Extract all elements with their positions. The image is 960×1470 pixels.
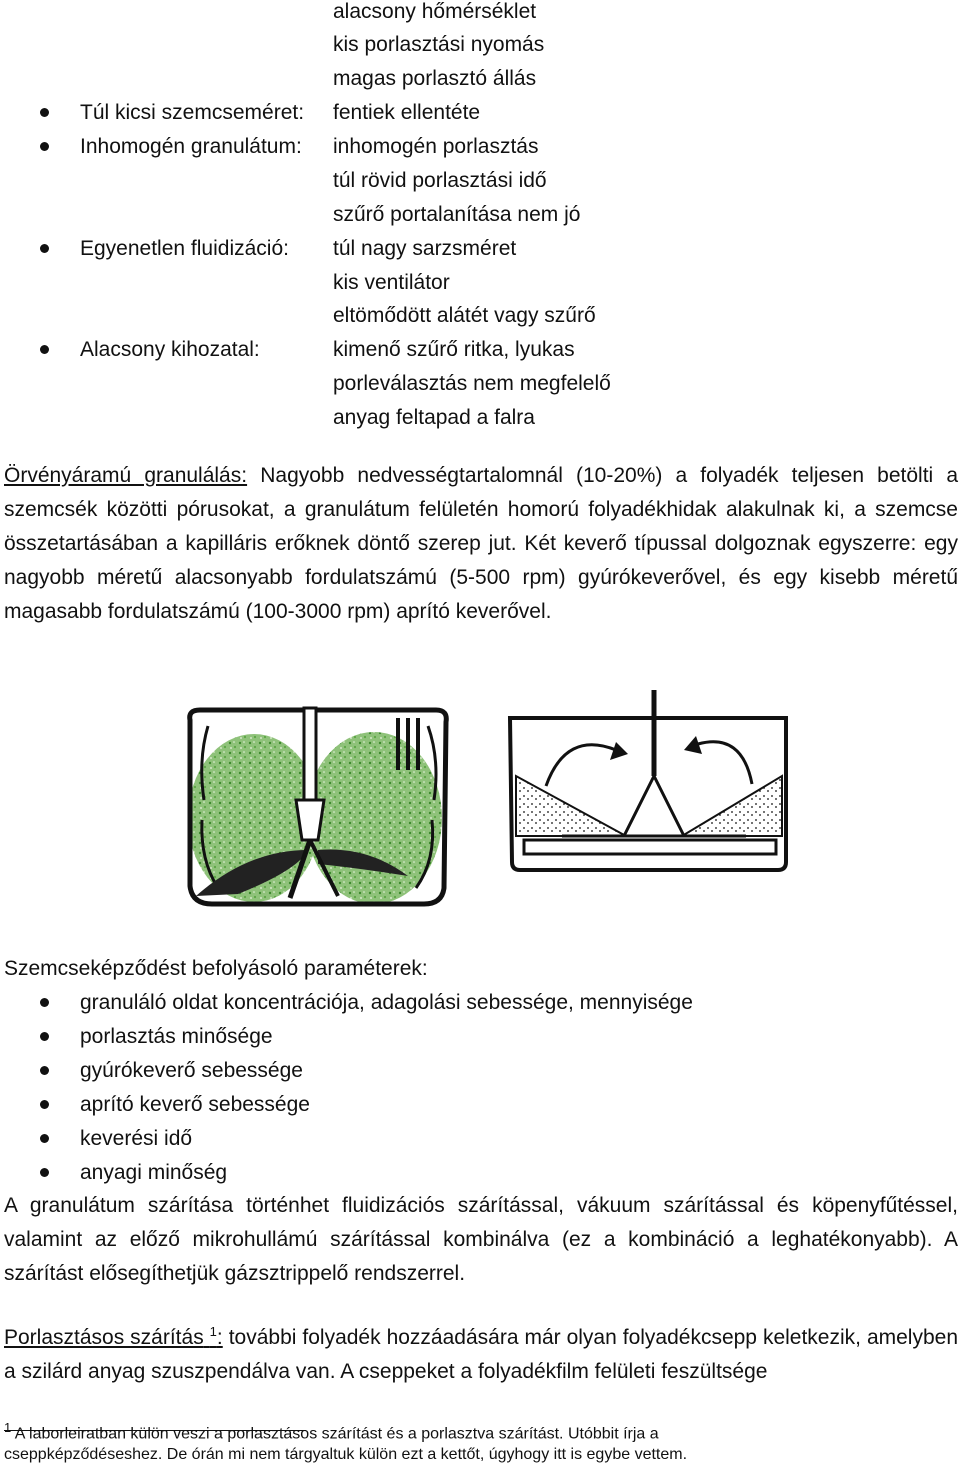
cause-text: túl rövid porlasztási idő (333, 169, 547, 192)
param-item: gyúrókeverő sebessége (80, 1059, 303, 1082)
param-item: aprító keverő sebessége (80, 1093, 310, 1116)
footnote-number: 1 (4, 1420, 12, 1435)
bullet-icon (40, 142, 49, 151)
cause-text: alacsony hőmérséklet (333, 0, 537, 23)
spray-heading: Porlasztásos szárítás (4, 1326, 204, 1349)
bullet-icon (40, 1168, 49, 1177)
problem-label: Alacsony kihozatal: (80, 338, 260, 361)
bullet-icon (40, 1134, 49, 1143)
bullet-icon (40, 108, 49, 117)
spray-text: további folyadék hozzáadására már olyan folyadékcsepp keletkezik, amelyben a szilárd anyag szuszpendálva van. A cseppeket a folyadékfilm felületi feszültsége (4, 1326, 958, 1383)
param-item: anyagi minőség (80, 1161, 228, 1184)
footnote-ref: 1 (209, 1324, 217, 1339)
spray-paragraph: Porlasztásos szárítás $^1$: további folyadék hozzáadására már olyan folyadékcsepp keletkezik, amelyben a szilárd anyag szuszpendálva van. A cseppeket a folyadékfilm felületi feszültsége (4, 1324, 958, 1383)
vortex-heading: Örvényáramú granulálás: (4, 464, 248, 487)
cause-text: inhomogén porlasztás (333, 135, 539, 158)
param-item: keverési idő (80, 1127, 193, 1150)
mixer-cross-section-figure (506, 690, 798, 900)
drying-paragraph: A granulátum szárítása történhet fluidizációs szárítással, vákuum szárítással és köpenyfűtéssel, valamint az előző mikrohullámú szárítással kombinálva (ez a kombináció a leghatékonyabb). A szárítást elősegíthetjük gázsztrippelő rendszerrel. (4, 1194, 958, 1285)
cause-text: anyag feltapad a falra (333, 406, 535, 429)
bullet-icon (40, 345, 49, 354)
flow-arrow-right-icon (698, 742, 752, 784)
footnote-line-1: $^1$ A laborleiratban külön veszi a porlasztásos szárítást és a porlasztva szárítást. Utóbbit írja a (4, 1420, 659, 1443)
impeller-cone (624, 776, 684, 836)
bullet-icon (40, 1100, 49, 1109)
cause-text: túl nagy sarzsméret (333, 237, 517, 260)
cause-text: porleválasztás nem megfelelő (333, 372, 611, 395)
bullet-icon (40, 998, 49, 1007)
cause-text: kis porlasztási nyomás (333, 33, 545, 56)
cause-text: magas porlasztó állás (333, 67, 537, 90)
cause-text: fentiek ellentéte (333, 101, 481, 124)
bullet-icon (40, 244, 49, 253)
problem-label: Túl kicsi szemcseméret: (80, 101, 305, 124)
vortex-paragraph (4, 459, 958, 629)
param-item: porlasztás minősége (80, 1025, 273, 1048)
bullet-icon (40, 1032, 49, 1041)
flow-arrow-left-icon (546, 745, 616, 786)
powder-bed-right (682, 776, 782, 836)
cause-text: kimenő szűrő ritka, lyukas (333, 338, 575, 361)
vortex-text: Nagyobb nedvességtartalomnál (10-20%) a folyadék teljesen betölti a szemcsék közötti pórusokat, a granulátum felületén homorú folyadékhidak alakulnak ki, a szemcse összetartásában a kapilláris erőknek döntő szerep jut. Két keverő típussal dolgoznak egyszerre: egy nagyobb méretű alacsonyabb fordulatszámú (5-500 rpm) gyúrókeverővel, és egy kisebb méretű magasabb fordulatszámú (100-3000 rpm) aprító keverővel. (4, 464, 958, 623)
param-item: granuláló oldat koncentrációja, adagolási sebessége, mennyisége (80, 991, 693, 1014)
cause-text: eltömődött alátét vagy szűrő (333, 304, 596, 327)
high-shear-mixer-figure (178, 700, 458, 912)
problem-label: Egyenetlen fluidizáció: (80, 237, 289, 260)
cause-text: kis ventilátor (333, 271, 450, 294)
params-heading: Szemcseképződést befolyásoló paraméterek: (4, 957, 428, 980)
bullet-icon (40, 1066, 49, 1075)
impeller-shaft (304, 708, 316, 800)
problem-label: Inhomogén granulátum: (80, 135, 302, 158)
powder-bed-left (516, 776, 626, 836)
cause-text: szűrő portalanítása nem jó (333, 203, 581, 226)
footnote-line-2: cseppképződéseshez. De órán mi nem tárgyaltuk külön ezt a kettőt, úgyhogy itt is egybe vettem. (4, 1446, 688, 1463)
